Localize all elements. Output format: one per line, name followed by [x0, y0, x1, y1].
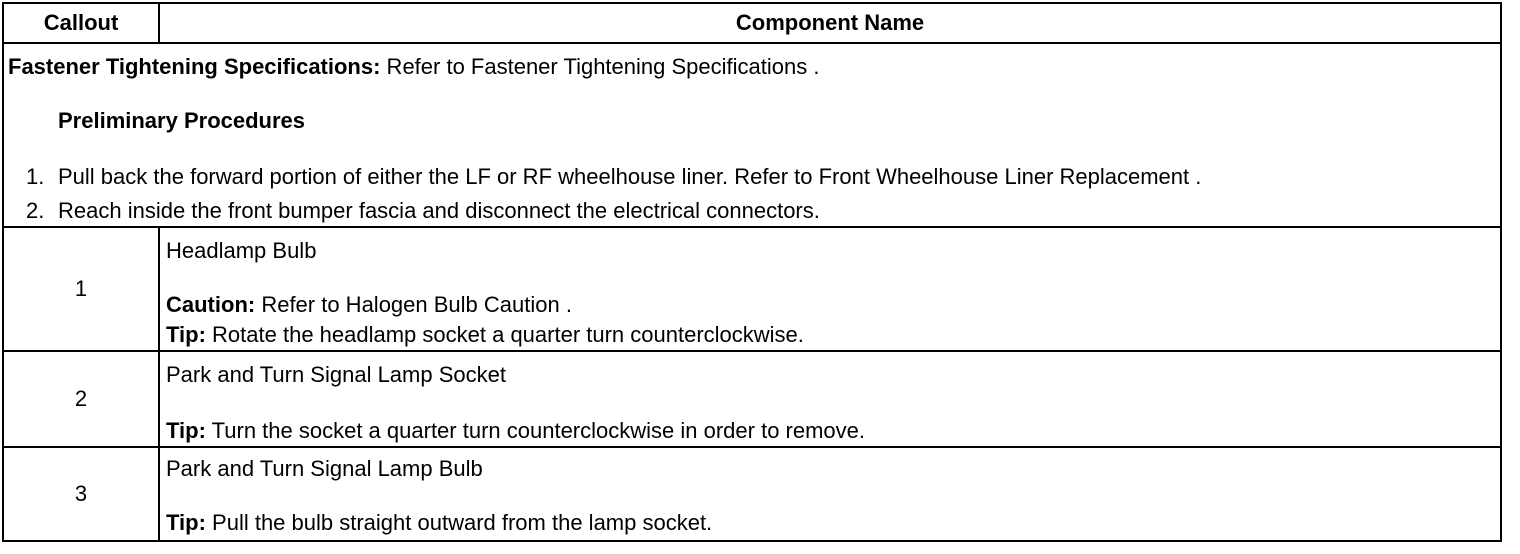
note-text: Rotate the headlamp socket a quarter turn counterclockwise. — [205, 322, 804, 347]
note-label: Tip: — [166, 418, 206, 443]
procedure-table — [2, 2, 1502, 542]
fastener-spec-label: Fastener Tightening Specifications: — [8, 54, 381, 79]
table-row — [3, 351, 1501, 447]
step-item — [26, 164, 44, 190]
step-number: 1. — [26, 164, 45, 189]
callout-number: 2 — [3, 351, 159, 447]
table-row — [3, 447, 1501, 541]
component-name: Park and Turn Signal Lamp Bulb — [166, 456, 483, 481]
component-name-header: Component Name — [159, 3, 1501, 43]
step-text: Reach inside the front bumper fascia and disconnect the electrical connectors. — [58, 198, 820, 223]
note-label: Tip: — [166, 322, 206, 347]
step-item — [26, 198, 44, 224]
fastener-spec-text: Refer to Fastener Tightening Specifications . — [380, 54, 820, 79]
note-label: Tip: — [166, 510, 206, 535]
component-cell — [159, 227, 1501, 351]
intro-row — [3, 43, 1501, 227]
component-name: Headlamp Bulb — [166, 238, 317, 263]
fastener-spec-line — [8, 54, 819, 80]
table-row — [3, 227, 1501, 351]
tip-note — [166, 322, 804, 348]
tip-note — [166, 510, 712, 536]
component-name: Park and Turn Signal Lamp Socket — [166, 362, 506, 387]
note-text: Turn the socket a quarter turn counterclockwise in order to remove. — [205, 418, 866, 443]
note-label: Caution: — [166, 292, 256, 317]
step-text: Pull back the forward portion of either the LF or RF wheelhouse liner. Refer to Front Wheelhouse Liner Replacement . — [58, 164, 1202, 189]
header-row — [3, 3, 1501, 43]
callout-header: Callout — [3, 3, 159, 43]
component-cell — [159, 447, 1501, 541]
preliminary-heading: Preliminary Procedures — [58, 108, 306, 133]
tip-note — [166, 418, 865, 444]
callout-number: 1 — [3, 227, 159, 351]
intro-cell — [3, 43, 1501, 227]
caution-note — [166, 292, 572, 318]
callout-number: 3 — [3, 447, 159, 541]
component-cell — [159, 351, 1501, 447]
step-number: 2. — [26, 198, 45, 223]
note-text: Refer to Halogen Bulb Caution . — [255, 292, 572, 317]
note-text: Pull the bulb straight outward from the lamp socket. — [205, 510, 713, 535]
